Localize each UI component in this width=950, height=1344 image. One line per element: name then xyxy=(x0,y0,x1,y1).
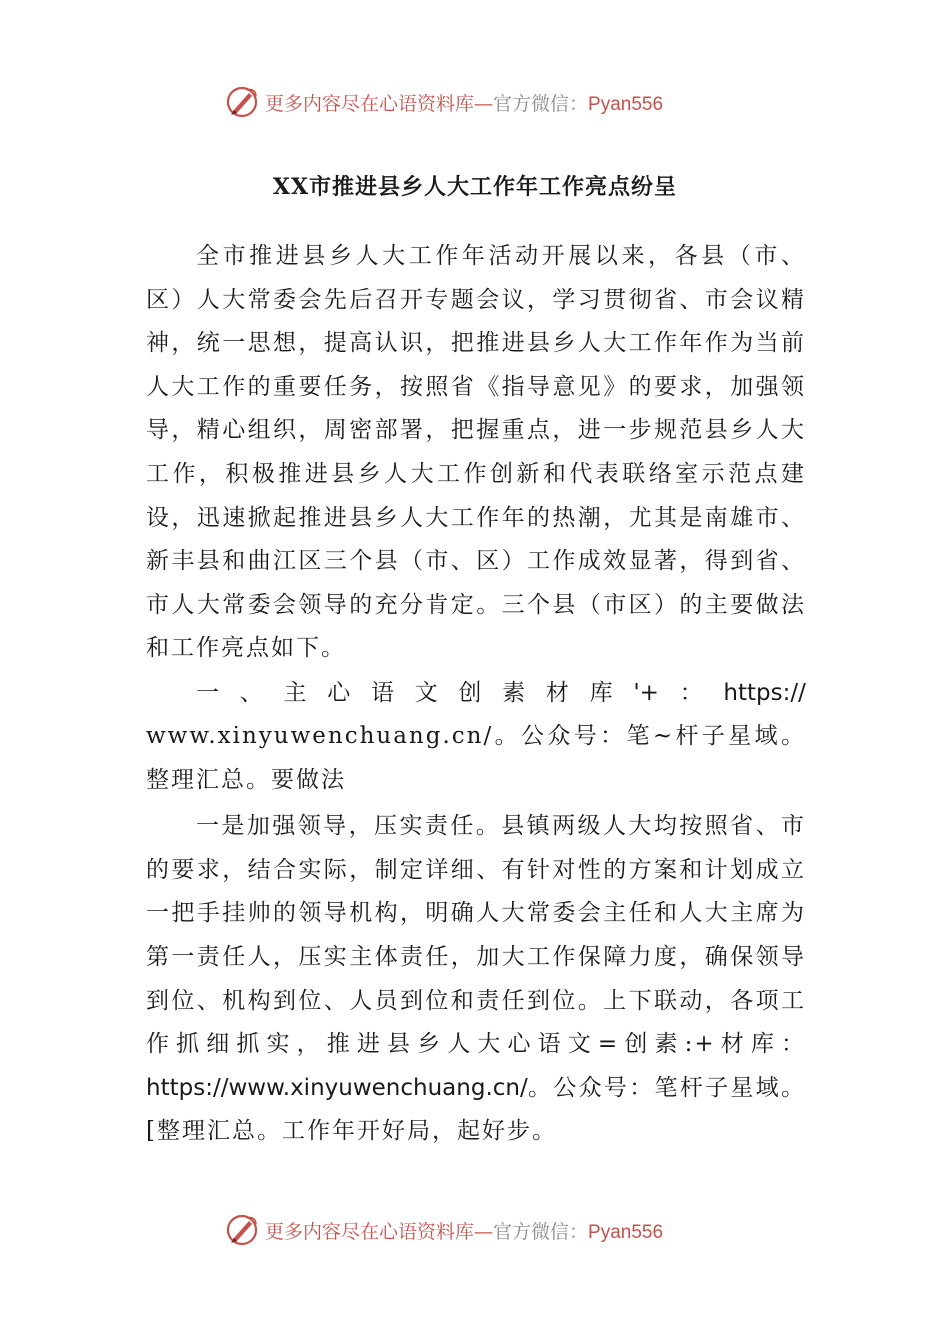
document-body xyxy=(146,235,806,1154)
section-heading-rest: www.xinyuwenchuang.cn/。公众号：笔~杆子星域。整理汇总。要做法 xyxy=(146,722,806,793)
pen-logo-icon xyxy=(225,1212,261,1248)
website-link[interactable]: https://www.xinyuwenchuang.cn/ xyxy=(146,1074,528,1101)
intro-paragraph: 全市推进县乡人大工作年活动开展以来，各县（市、区）人大常委会先后召开专题会议，学习贯彻省、市会议精神，统一思想，提高认识，把推进县乡人大工作年作为当前人大工作的重要任务，按照省《指导意见》的要求，加强领导，精心组织，周密部署，把握重点，进一步规范县乡人大工作，积极推进县乡人大工作创新和代表联络室示范点建设，迅速掀起推进县乡人大工作年的热潮，尤其是南雄市、新丰县和曲江区三个县（市、区）工作成效显著，得到省、市人大常委会领导的充分肯定。三个县（市区）的主要做法和工作亮点如下。 xyxy=(146,243,806,662)
banner-text: 更多内容尽在心语资料库—官方微信：Pyan556 xyxy=(265,1220,664,1243)
point-one-paragraph: 一是加强领导，压实责任。县镇两级人大均按照省、市的要求，结合实际，制定详细、有针对性的方案和计划成立一把手挂帅的领导机构，明确人大常委会主任和人大主席为第一责任人，压实主体责任，加大工作保障力度，确保领导到位、机构到位、人员到位和责任到位。上下联动，各项工作抓细抓实，推进县乡人大心语文=创素:+材库：https://www.xinyuwenchuang.cn/。公众号：笔杆子星域。[整理汇总。工作年开好局，起好步。 xyxy=(146,813,806,1145)
document-title: XX市推进县乡人大工作年工作亮点纷呈 xyxy=(272,174,678,200)
banner-text: 更多内容尽在心语资料库—官方微信：Pyan556 xyxy=(265,92,664,115)
header-banner xyxy=(0,80,950,124)
footer-banner xyxy=(0,1208,950,1252)
pen-logo-icon xyxy=(225,84,261,120)
section-heading-line: 一 、 主 心 语 文 创 素 材 库 '+ ： https:// xyxy=(196,679,806,706)
